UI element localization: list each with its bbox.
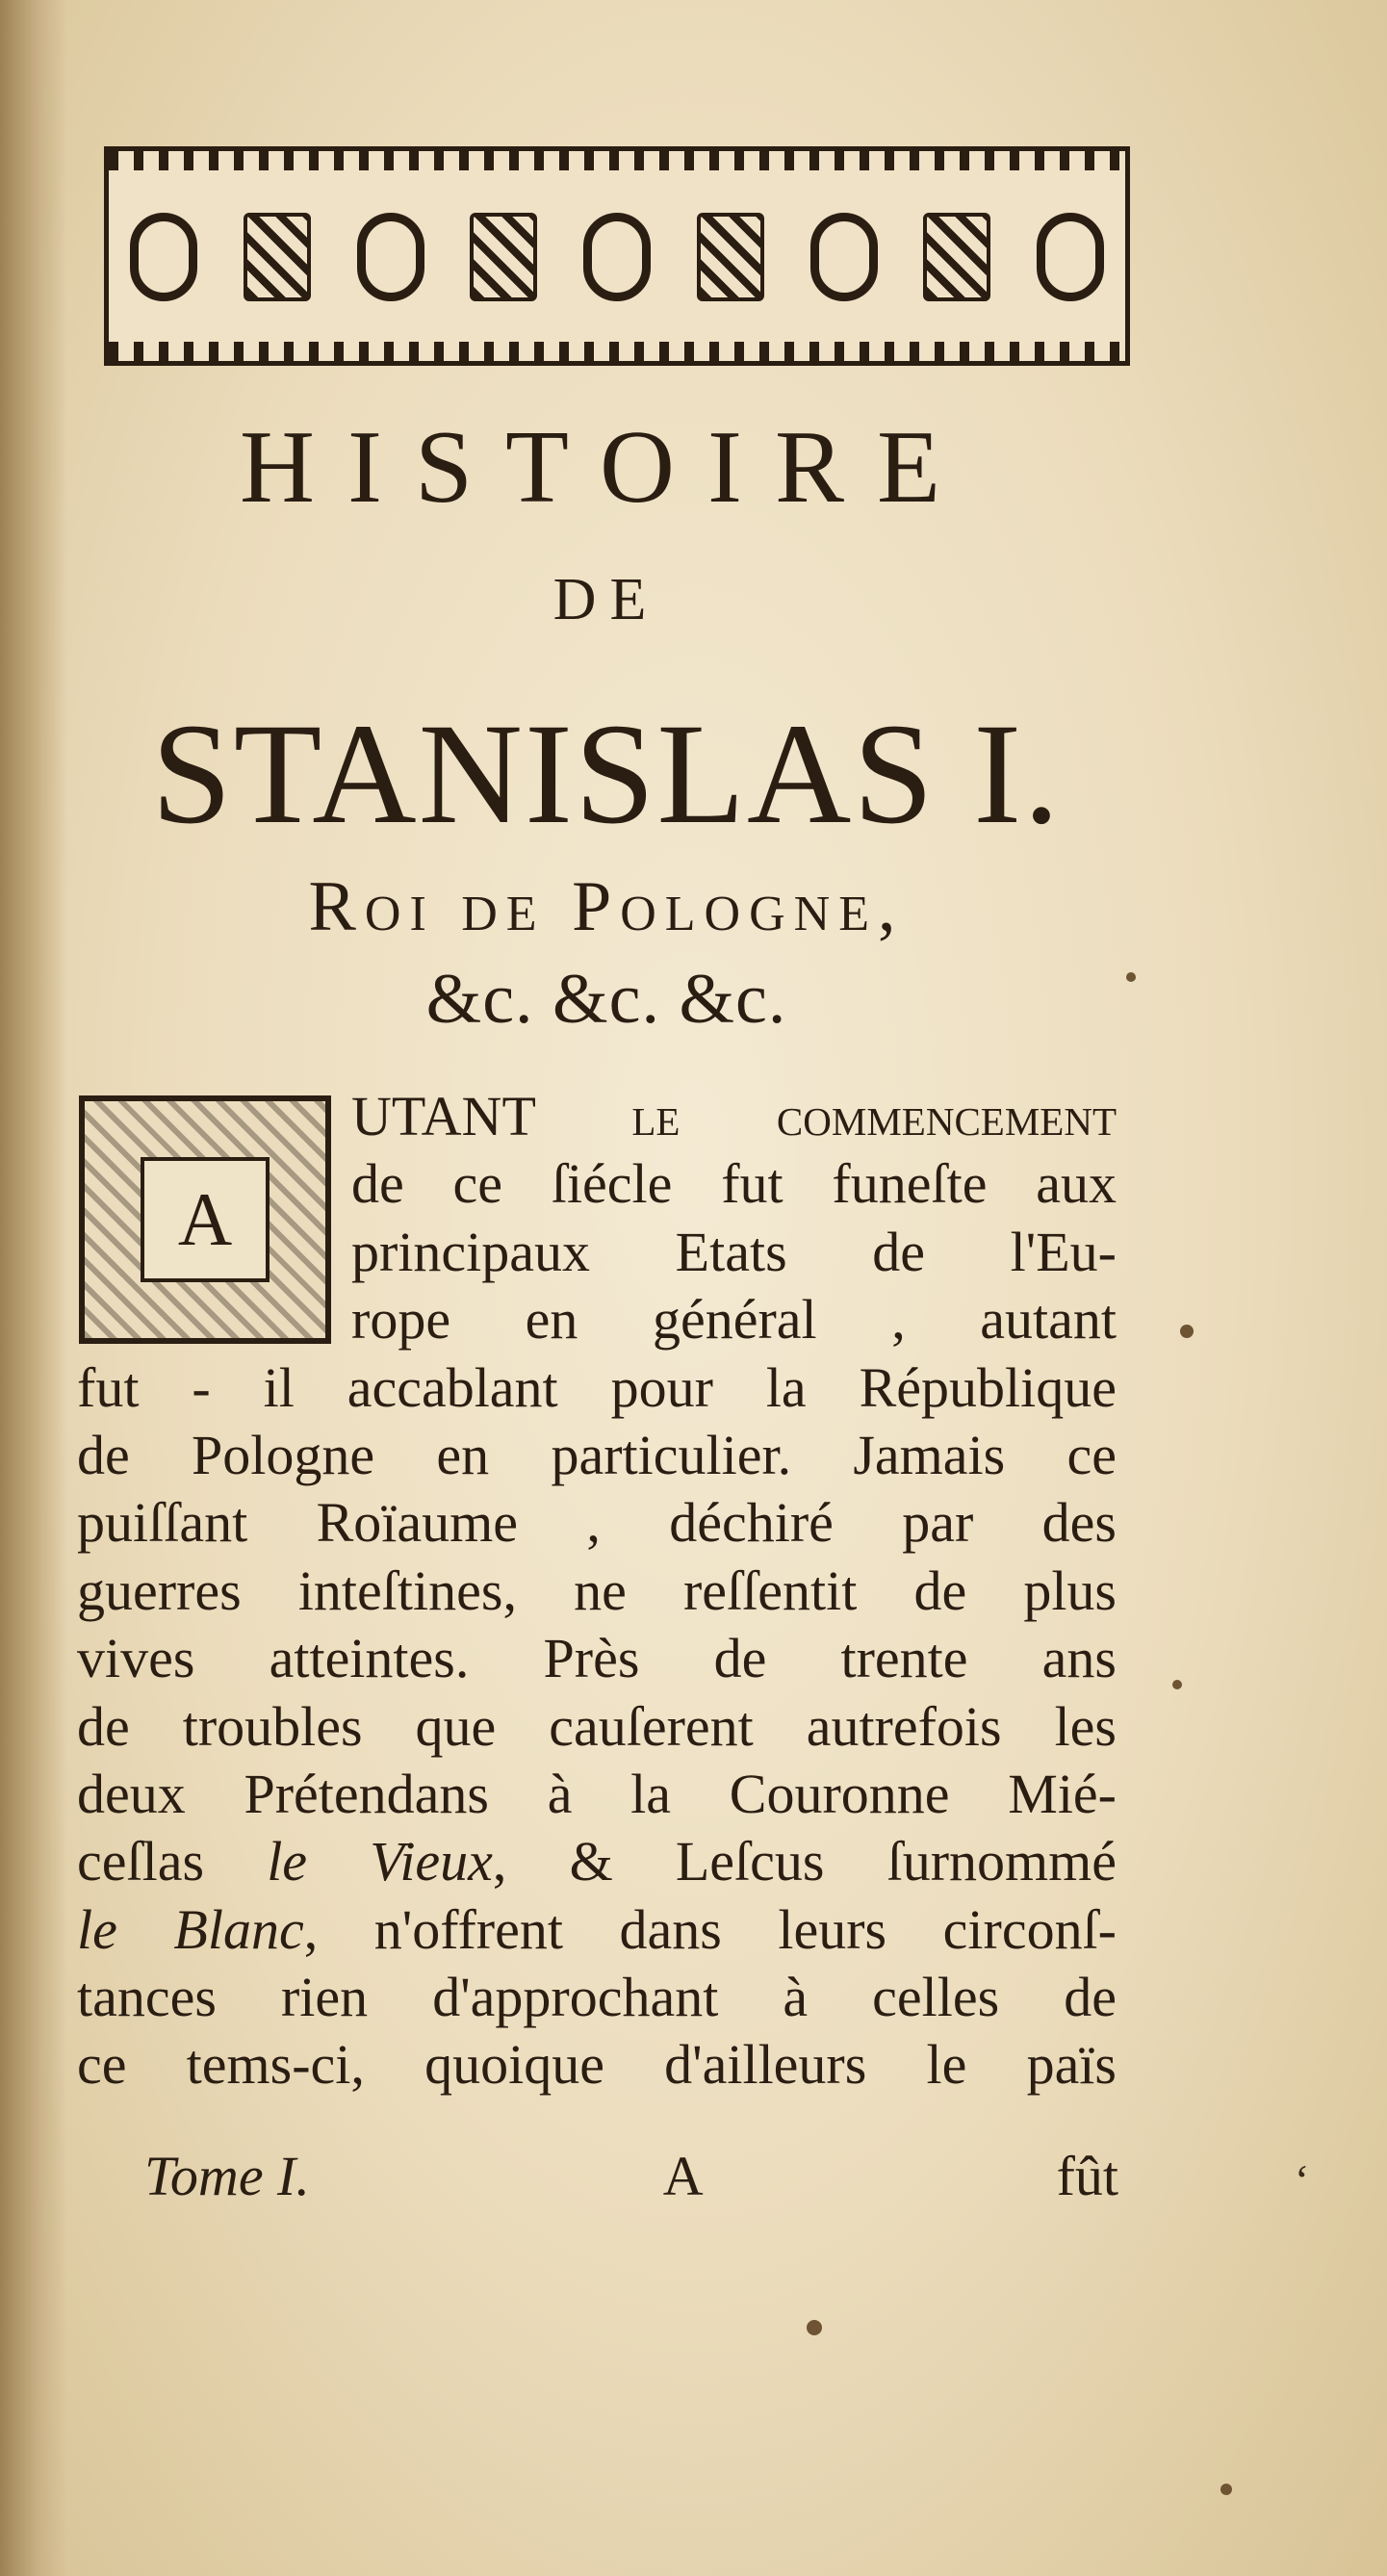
margin-mark: ‘ [1295, 2155, 1310, 2204]
subtitle-etc: &c. &c. &c. [425, 960, 787, 1039]
signature-mark: A [662, 2144, 704, 2207]
body-line-with-italic [77, 1896, 1117, 1964]
ornamental-headpiece [104, 146, 1130, 366]
body-line: deux Prétendans à la Couronne Mié- [77, 1762, 1117, 1825]
volume-label: Tome I. [144, 2144, 310, 2207]
catchword: fût [1056, 2144, 1118, 2207]
text-fragment: , & Leſcus ſurnommé [492, 1830, 1117, 1893]
drop-cap-letter: A [141, 1157, 270, 1282]
body-line: fut - il accablant pour la République [77, 1355, 1117, 1419]
body-line: UTANT le commencement [351, 1085, 1117, 1147]
body-line: de ce ſiécle fut funeſte aux [351, 1152, 1117, 1216]
page-footer [144, 2139, 1118, 2212]
text-fragment: ceſlas [77, 1830, 268, 1893]
italic-name: le Blanc [77, 1897, 304, 1961]
page-gutter-shadow [0, 0, 67, 2576]
paper-speck [807, 2320, 822, 2335]
paper-speck [1220, 2484, 1232, 2495]
body-line-with-italic [77, 1828, 1117, 1895]
paper-speck [1180, 1325, 1194, 1338]
ornament-scroll-icon [357, 213, 424, 301]
title-stanislas: STANISLAS I. [151, 694, 1062, 854]
paper-speck [1126, 972, 1136, 982]
body-line: principaux Etats de l'Eu- [351, 1220, 1117, 1283]
ornament-scroll-icon [583, 213, 651, 301]
ornament-scroll-icon [130, 213, 197, 301]
body-line: rope en général , autant [351, 1288, 1117, 1352]
ornament-scroll-icon [1037, 213, 1104, 301]
body-line: ce tems-ci, quoique d'ailleurs le païs [77, 2033, 1117, 2097]
body-line: de troubles que cauſerent autrefois les [77, 1694, 1117, 1758]
italic-name: le Vieux [267, 1830, 493, 1893]
headpiece-ornament-band [130, 195, 1104, 319]
text-fragment: , n'offrent dans leurs circonſ- [303, 1897, 1117, 1961]
title-de: DE [552, 567, 660, 632]
body-text [77, 1083, 1117, 2099]
subtitle-roi-de-pologne: Roi de Pologne, [308, 867, 905, 946]
ornament-cross-icon [470, 213, 537, 301]
body-line: puiſſant Roïaume , déchiré par des [77, 1491, 1117, 1555]
title-histoire: HISTOIRE [239, 410, 973, 525]
ornament-scroll-icon [810, 213, 878, 301]
ornament-cross-icon [923, 213, 990, 301]
body-line: guerres inteſtines, ne reſſentit de plus [77, 1558, 1117, 1622]
ornament-cross-icon [244, 213, 311, 301]
body-line: de Pologne en particulier. Jamais ce [77, 1423, 1117, 1486]
ornament-cross-icon [697, 213, 764, 301]
body-line: tances rien d'approchant à celles de [77, 1966, 1117, 2029]
body-line: vives atteintes. Près de trente ans [77, 1627, 1117, 1690]
paper-speck [1172, 1680, 1182, 1689]
